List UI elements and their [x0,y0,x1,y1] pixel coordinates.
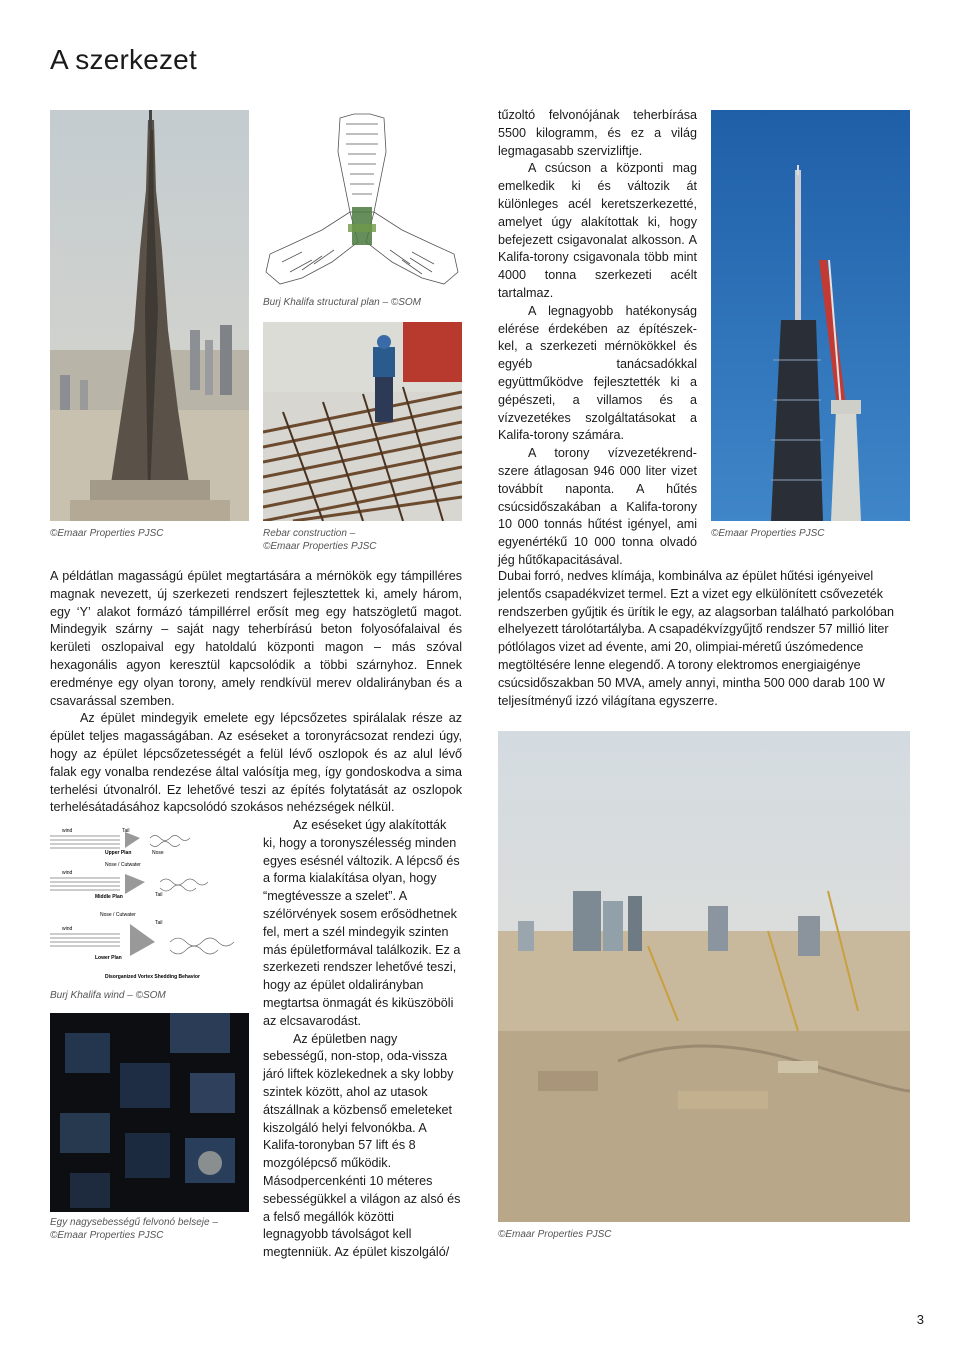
right-paragraph-4: A torony vízvezetékrend-szere átlagosan 946 000 liter vizet továbbít naponta. A hűtés csúcsidőszakában a Kalifa-torony 10 000 tonnás hűtést igényel, ami egyenértékű 10 000 tonna olvadó jég hűtőkapacitásával. [498,446,697,567]
wind-label: Tail [155,920,163,926]
right-paragraph-2: A csúcson a központi mag emelkedik ki és változik át különleges acél keretszerkezetté, amelyet úgy alakítottak ki, hogy befejezett csigavonalat alkosson. A Kalifa-torony csigavonala több mint 4000 tonna szerkezeti acélt tartalmaz. [498,161,697,300]
crane-photo-caption: ©Emaar Properties PJSC [711,528,825,539]
elevator-photo-caption-1: Egy nagysebességű felvonó belseje – [50,1217,218,1228]
rebar-photo-caption-2: ©Emaar Properties PJSC [263,541,377,552]
right-upper-text-block [498,107,697,570]
rebar-photo [263,322,462,521]
middle-paragraph-1: Az eséseket úgy alakították ki, hogy a toronyszélesség minden egyes esésnél változik. A lépcső és a forma kialakítása olyan, hogy “megtévessze a szelet”. A szélörvények sosem erősödhetnek fel, mert a szél mindegyik szinten más épületformával találkozik. Ez a szerkezeti rendszer lehetővé teszi, hogy az épület oldalirányban megtartsa önmagát és kiküszöböli az elcsavarodást. [263,818,461,1028]
elevator-photo-caption-2: ©Emaar Properties PJSC [50,1230,164,1241]
right-lower-text-block [498,568,911,710]
construction-site-photo-caption: ©Emaar Properties PJSC [498,1229,612,1240]
right-paragraph-3: A legnagyobb hatékonyság elérése érdekében az építészek-kel, a szerkezeti mérnökökkel és egyéb tanácsadókkal együttműködve fejlesztették ki a gépészeti, a villamos és a vízvezetékes szolgáltatásokat a Kalifa-torony számára. [498,303,697,443]
left-paragraph-1: A példátlan magasságú épület megtartására a mérnökök egy támpilléres magnak nevezett, új szerkezeti rendszert fejlesztettek ki, amely három, egy ‘Y’ alakot formázó támpillérrel erősít meg egy hatszögletű magot. Mindegyik szárny – saját nagy teherbírású beton folyosófalaival és kerületi oszlopaival egy hatoldalú központi magon – más szóval hexagonális agyon keresztül kapcsolódik a többi szárnyhoz. Ennek eredménye egy olyan torony, amely rendkívül merev oldalirányban és a csavarással szemben. [50,569,462,708]
right-paragraph-1: tűzoltó felvonójának teherbírása 5500 kilogramm, és ez a világ legmagasabb szervizliftje. [498,108,697,158]
left-text-block [50,568,462,817]
rebar-photo-caption-1: Rebar construction – [263,528,356,539]
wind-diagram-caption: Burj Khalifa wind – ©SOM [50,990,166,1001]
tower-photo [50,110,249,521]
wind-label: Disorganized Vortex Shedding Behavior [105,974,200,980]
wind-label: wind [62,870,73,876]
page-title: A szerkezet [50,44,197,75]
elevator-photo [50,1013,249,1212]
crane-photo [711,110,910,521]
wind-label: wind [62,828,73,834]
wind-diagram [50,824,250,984]
structural-plan-drawing [262,112,462,292]
wind-label: Lower Plan [95,955,122,961]
wind-label: Tail [122,828,130,834]
wind-label: wind [62,926,73,932]
tower-photo-caption: ©Emaar Properties PJSC [50,528,164,539]
wind-label: Nose [152,850,164,856]
wind-label: Middle Plan [95,894,123,900]
construction-site-photo [498,731,910,1222]
wind-label: Upper Plan [105,850,132,856]
wind-label: Tail [155,892,163,898]
wind-label: Nose / Cutwater [100,912,136,918]
middle-paragraph-2: Az épületben nagy sebességű, non-stop, oda-vissza járó liftek közlekednek a sky lobby szintek között, ahol az utasok átszállnak a közbenső emeleteket kiszolgáló helyi felvonókba. A Kalifa-toronyban 57 lift és 8 mozgólépcső működik. Másodpercenkénti 10 méteres sebességükkel a világon az alsó és a felső megállók közötti legnagyobb távolságot kell megtenniük. Az épület kiszolgáló/ [263,1031,461,1260]
wind-label: Nose / Cutwater [105,862,141,868]
middle-text-block [263,817,462,1262]
right-paragraph-5: Dubai forró, nedves klímája, kombinálva az épület hűtési igényeivel jelentős csapadékvizet termel. Ezt a vizet egy elkülönített csővezeték rendszerben gyűjtik és ürítik le egy, az alagsorban található parkolóban elhelyezett tárolótartályba. A csapadékvízgyűjtő rendszer 57 millió liter pótlólagos vizet ad évente, ami 20, olimpiai-méretű úszómedence megtöltésére lenne elegendő. A torony elektromos energiaigénye csúcsidőszakban 50 MVA, amely annyi, mintha 500 000 darab 100 W teljesítményű izzó világítana egyszerre. [498,569,895,708]
left-paragraph-2: Az épület mindegyik emelete egy lépcsőzetes spirálalak része az épület teljes magasságában. Az eséseket a toronyrácsozat rendezi úgy, hogy az épület lépcsőzetességét a felül lévő oszlopok és az alul lévő falak egy vonalba rendezése által valósítja meg, így gondoskodva a sima terhelési útvonalról. Ez lehetővé teszi az építés folytatását az oszlopok terhelésátadásához kapcsolódó szokásos nehézségek nélkül. [50,711,462,815]
page-number: 3 [916,1312,924,1327]
structural-plan-caption: Burj Khalifa structural plan – ©SOM [263,297,421,308]
